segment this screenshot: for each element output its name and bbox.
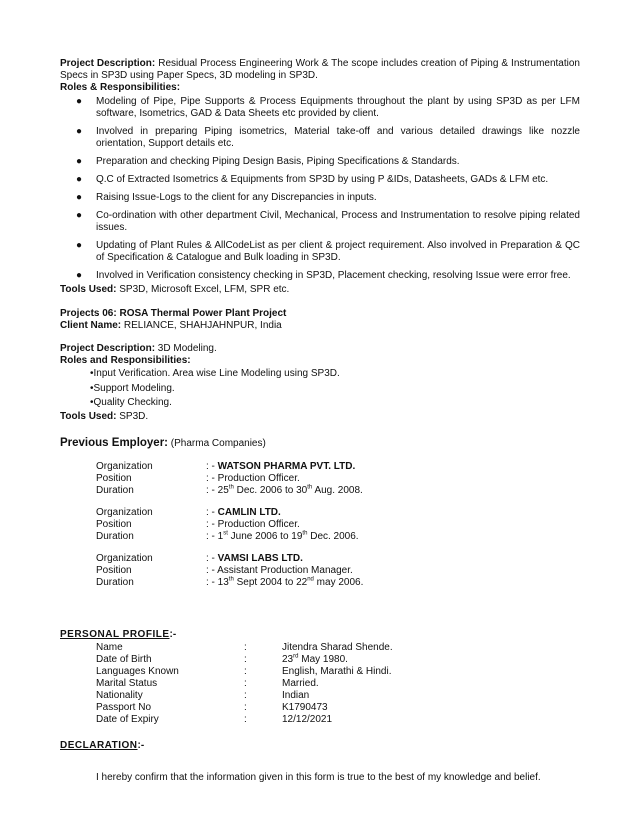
- project-title: [60, 308, 580, 320]
- duration-suffix: th: [228, 576, 234, 583]
- duration-suffix: nd: [307, 576, 314, 583]
- profile-row: [96, 654, 580, 666]
- list-item-text: Q.C of Extracted Isometrics & Equipments from SP3D by using P &IDs, Datasheets, GADs & LFM etc.: [96, 174, 549, 185]
- list-item: [60, 240, 580, 264]
- roles-heading: [60, 82, 580, 94]
- declaration-heading: [60, 740, 580, 752]
- duration-part: Dec. 2006 to 30: [233, 485, 308, 497]
- list-item: [90, 367, 580, 382]
- field-separator: : -: [206, 577, 218, 589]
- list-item-text: Preparation and checking Piping Design Basis, Piping Specifications & Standards.: [96, 156, 460, 167]
- bullet-icon: ●: [76, 174, 83, 185]
- project-description-label: Project Description:: [60, 58, 156, 69]
- employer-row: [96, 553, 580, 565]
- client-name: [60, 320, 580, 332]
- project-title-text: Projects 06: ROSA Thermal Power Plant Project: [60, 308, 287, 319]
- field-separator: : -: [206, 519, 218, 531]
- list-item: [60, 156, 580, 168]
- profile-value: [282, 654, 580, 666]
- employer-block: [60, 553, 580, 589]
- profile-value: Jitendra Sharad Shende.: [282, 642, 393, 654]
- list-item: [60, 270, 580, 282]
- field-separator: : -: [206, 565, 218, 577]
- bullet-icon: ●: [76, 126, 83, 137]
- personal-profile-heading: [60, 629, 580, 641]
- profile-colon: :: [244, 702, 247, 714]
- bullet-icon: ●: [76, 96, 83, 107]
- organization-name: CAMLIN LTD.: [217, 507, 281, 519]
- profile-row: [96, 642, 580, 654]
- position-name: Production Officer.: [217, 519, 300, 531]
- project-description-2-label: Project Description:: [60, 343, 156, 354]
- client-name-label: Client Name:: [60, 320, 122, 331]
- employer-block: [60, 507, 580, 543]
- field-value: [206, 507, 580, 519]
- field-label: Organization: [96, 461, 153, 473]
- list-item: [60, 192, 580, 204]
- profile-row: [96, 714, 580, 726]
- declaration-heading-suffix: :-: [137, 740, 145, 752]
- duration-part: 13: [217, 577, 229, 589]
- field-value: [206, 519, 580, 531]
- employer-block: [60, 461, 580, 497]
- duration-part: Sept 2004 to 22: [233, 577, 308, 589]
- employer-row: [96, 531, 580, 543]
- client-name-text: RELIANCE, SHAHJAHNPUR, India: [121, 320, 282, 331]
- profile-colon: :: [244, 666, 247, 678]
- profile-colon: :: [244, 690, 247, 702]
- list-item: [90, 382, 580, 397]
- position-name: Production Officer.: [217, 473, 300, 485]
- list-item-text: Involved in Verification consistency checking in SP3D, Placement checking, resolving Issue were error free.: [96, 270, 571, 281]
- previous-employer-label: Previous Employer:: [60, 436, 169, 449]
- tools-used-2: [60, 411, 580, 423]
- profile-label: Nationality: [96, 690, 143, 702]
- list-item: [60, 126, 580, 150]
- organization-name: WATSON PHARMA PVT. LTD.: [217, 461, 356, 473]
- profile-row: [96, 678, 580, 690]
- list-item-text: Quality Checking.: [93, 397, 172, 408]
- profile-value-part: May 1980.: [298, 654, 348, 666]
- field-label: Position: [96, 519, 132, 531]
- duration-part: may 2006.: [313, 577, 364, 589]
- list-item: [90, 396, 580, 411]
- list-item-text: Raising Issue-Logs to the client for any Discrepancies in inputs.: [96, 192, 377, 203]
- list-item-text: Modeling of Pipe, Pipe Supports & Process Equipments throughout the plant by using SP3D as per LFM software, Isometrics, GAD & Data Sheets etc provided by client.: [96, 96, 580, 119]
- personal-profile-table: [60, 642, 580, 726]
- tools-used-2-text: SP3D.: [116, 410, 149, 422]
- field-value: [206, 531, 580, 543]
- profile-label: Date of Expiry: [96, 714, 159, 726]
- field-separator: : -: [206, 553, 218, 565]
- profile-value: 12/12/2021: [282, 714, 333, 726]
- field-separator: : -: [206, 485, 218, 497]
- profile-label: Marital Status: [96, 678, 158, 690]
- employer-row: [96, 473, 580, 485]
- profile-value-part: 23: [282, 654, 294, 666]
- bullet-icon: •: [90, 382, 94, 394]
- employer-row: [96, 461, 580, 473]
- list-item-text: Involved in preparing Piping isometrics, Material take-off and various detailed drawings like nozzle orientation, Support details etc.: [96, 126, 580, 149]
- project-description: [60, 58, 580, 82]
- resume-page: [60, 58, 580, 784]
- roles-heading-2: [60, 355, 580, 367]
- employer-row: [96, 519, 580, 531]
- list-item-text: Co-ordination with other department Civil, Mechanical, Process and Instrumentation to resolve piping related issues.: [96, 210, 580, 233]
- project-description-text: Residual Process Engineering Work & The scope includes creation of Piping & Instrumentation Specs in SP3D using Paper Specs, 3D modeling in SP3D.: [60, 58, 580, 81]
- project-description-2: [60, 343, 580, 355]
- bullet-icon: ●: [76, 210, 83, 221]
- profile-row: [96, 702, 580, 714]
- duration-part: Aug. 2008.: [312, 485, 363, 497]
- field-separator: : -: [206, 507, 218, 519]
- tools-used: [60, 284, 580, 296]
- personal-profile-heading-suffix: :-: [169, 629, 177, 641]
- field-label: Position: [96, 473, 132, 485]
- field-label: Duration: [96, 577, 134, 589]
- field-label: Organization: [96, 553, 153, 565]
- employer-row: [96, 565, 580, 577]
- field-label: Organization: [96, 507, 153, 519]
- previous-employer-heading: [60, 437, 580, 451]
- spacer: [60, 296, 580, 308]
- declaration-text: I hereby confirm that the information given in this form is true to the best of my knowledge and belief.: [96, 772, 541, 784]
- list-item-text: Support Modeling.: [93, 382, 175, 394]
- duration-part: June 2006 to 19: [227, 531, 303, 543]
- duration-suffix: th: [307, 484, 313, 491]
- profile-value: Indian: [282, 690, 310, 702]
- bullet-icon: ●: [76, 270, 83, 281]
- duration-suffix: th: [228, 484, 234, 491]
- declaration-heading-text: DECLARATION: [60, 740, 138, 752]
- bullet-icon: ●: [76, 240, 83, 251]
- field-value: [206, 485, 580, 497]
- field-value: [206, 577, 580, 589]
- project-description-2-text: 3D Modeling.: [155, 343, 217, 354]
- field-separator: : -: [206, 461, 218, 473]
- field-label: Duration: [96, 485, 134, 497]
- field-separator: : -: [206, 473, 218, 485]
- tools-used-2-label: Tools Used:: [60, 410, 117, 422]
- field-separator: : -: [206, 531, 218, 543]
- profile-colon: :: [244, 654, 247, 666]
- employer-row: [96, 577, 580, 589]
- employer-row: [96, 485, 580, 497]
- bullet-icon: •: [90, 368, 94, 379]
- responsibilities-list: [60, 96, 580, 282]
- profile-label: Languages Known: [96, 666, 179, 678]
- bullet-icon: ●: [76, 192, 83, 203]
- field-label: Position: [96, 565, 132, 577]
- bullet-icon: •: [90, 397, 94, 408]
- profile-colon: :: [244, 678, 247, 690]
- roles-heading-label: Roles & Responsibilities:: [60, 82, 181, 93]
- roles-list-2: [60, 367, 580, 411]
- profile-value: K1790473: [282, 702, 328, 714]
- duration-part: 25: [217, 485, 229, 497]
- profile-value: Married.: [282, 678, 319, 690]
- profile-colon: :: [244, 642, 247, 654]
- profile-label: Passport No: [96, 702, 152, 714]
- profile-colon: :: [244, 714, 247, 726]
- field-value: [206, 565, 580, 577]
- roles-heading-2-label: Roles and Responsibilities:: [60, 355, 191, 366]
- list-item: [60, 174, 580, 186]
- position-name: Assistant Production Manager.: [217, 565, 353, 577]
- list-item: [60, 210, 580, 234]
- field-value: [206, 461, 580, 473]
- profile-row: [96, 666, 580, 678]
- field-value: [206, 473, 580, 485]
- list-item-text: Updating of Plant Rules & AllCodeList as per client & project requirement. Also involved in Preparation & QC of Specification & Catalogue and Bulk loading in SP3D.: [96, 240, 580, 263]
- list-item: [60, 96, 580, 120]
- profile-label: Name: [96, 642, 123, 654]
- tools-used-text: SP3D, Microsoft Excel, LFM, SPR etc.: [116, 284, 290, 295]
- duration-suffix: th: [302, 530, 308, 537]
- employer-row: [96, 507, 580, 519]
- tools-used-label: Tools Used:: [60, 284, 117, 295]
- field-value: [206, 553, 580, 565]
- profile-value-suffix: rd: [293, 653, 299, 660]
- profile-label: Date of Birth: [96, 654, 152, 666]
- list-item-text: Input Verification. Area wise Line Modeling using SP3D.: [93, 368, 340, 379]
- field-label: Duration: [96, 531, 134, 543]
- organization-name: VAMSI LABS LTD.: [217, 553, 303, 565]
- duration-part: 1: [217, 531, 224, 543]
- duration-suffix: st: [223, 530, 228, 537]
- duration-part: Dec. 2006.: [307, 531, 359, 543]
- bullet-icon: ●: [76, 156, 83, 167]
- profile-value: English, Marathi & Hindi.: [282, 666, 392, 678]
- previous-employer-note: (Pharma Companies): [168, 437, 266, 449]
- personal-profile-heading-text: PERSONAL PROFILE: [60, 629, 170, 641]
- profile-row: [96, 690, 580, 702]
- spacer: [60, 332, 580, 343]
